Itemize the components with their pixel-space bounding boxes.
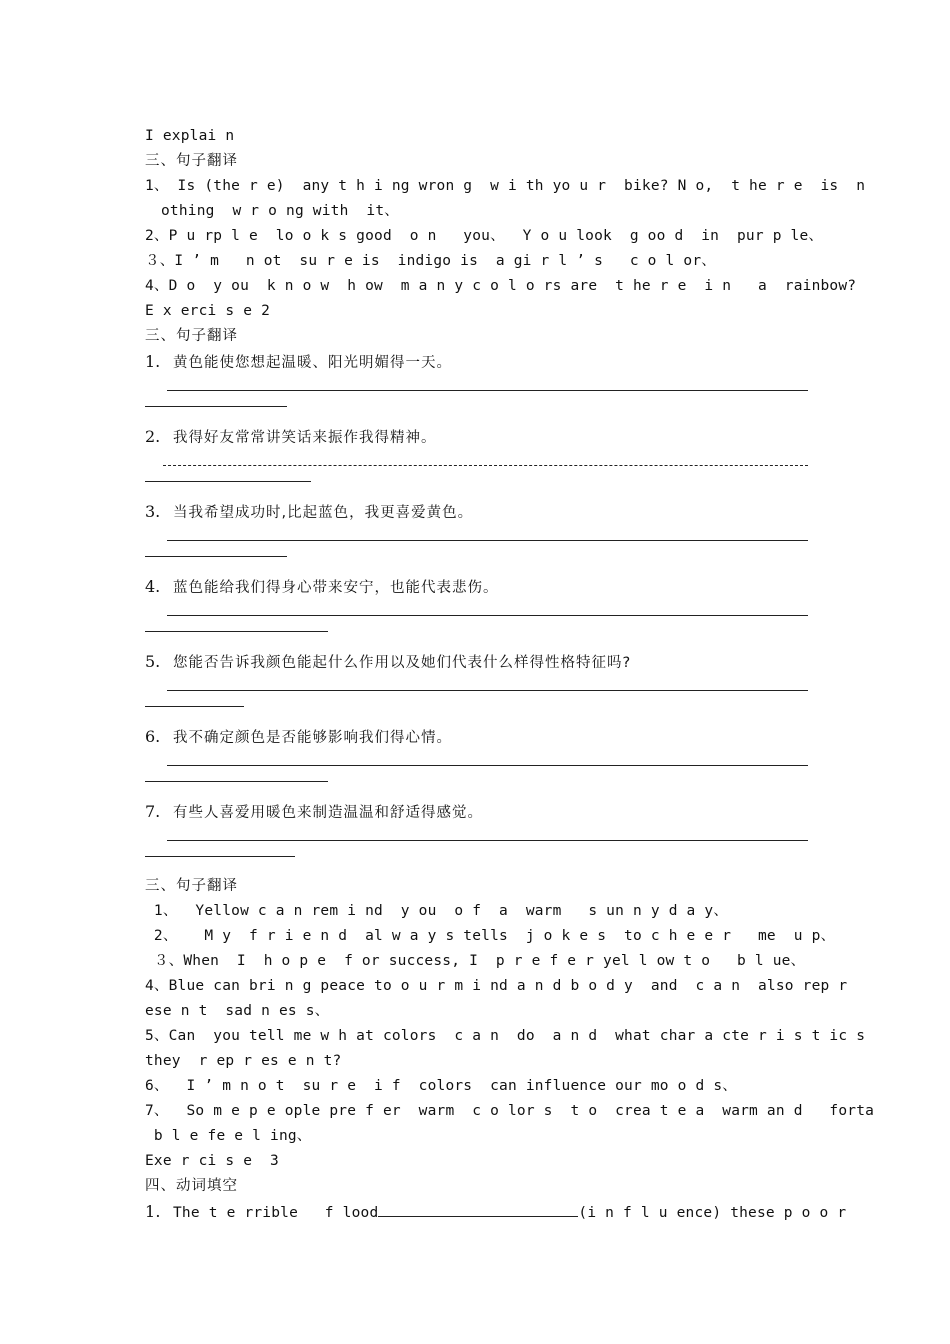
answer-line[interactable] [145,749,810,777]
question-number: 7. [145,802,161,821]
translation-question [145,724,810,749]
translation-question [145,649,810,674]
fill-in-question [145,1199,847,1224]
exercise-label: E x erci s e 2 [145,303,271,319]
question-number: 1. [145,1202,161,1221]
text-line: I explai n [145,128,235,144]
worksheet-page [145,124,875,1224]
answer-line-continuation[interactable] [145,702,810,724]
translation-question [145,574,810,599]
answer-text-line: 1、 Yellow c a n rem i nd y ou o f a warm s un n y d a y、 [145,903,729,919]
answer-text-line: 2、 M y f r i e n d al w a y s tells j o k e s to c h e e r me u p、 [145,928,836,944]
section-heading: 三、句子翻译 [145,878,238,894]
answer-line[interactable] [145,374,810,402]
answer-text-line: they r ep r es e n t? [145,1053,342,1069]
question-number: 3. [145,502,161,521]
answer-text-line: ese n t sad n es s、 [145,1003,330,1019]
question-number: 2. [145,427,161,446]
sentence-line: 4、D o y ou k n o w h ow m a n y c o l o rs are t he r e i n a rainbow? [145,278,857,294]
question-number: 4. [145,577,161,596]
answer-text-line: ３、When I h o p e f or success, I p r e f e r yel l ow t o b l ue、 [145,953,806,969]
answer-text-line: 6、 I ’ m n o t su r e i f colors can influence our mo o d s、 [145,1078,737,1094]
answer-line[interactable] [145,599,810,627]
sentence-line: 1、 Is (the r e) any t h i ng wron g w i th yo u r bike? N o, t he r e is n [145,178,866,194]
answer-line[interactable] [145,524,810,552]
answer-line[interactable] [145,674,810,702]
fill-blank[interactable] [378,1202,578,1217]
answer-line-continuation[interactable] [145,627,810,649]
question-text: 有些人喜爱用暖色来制造温温和舒适得感觉。 [173,805,483,821]
answer-line-continuation[interactable] [145,402,810,424]
answer-line[interactable] [145,449,810,477]
question-text: (i n f l u ence) these p o o r [578,1205,847,1221]
translation-question [145,499,810,524]
question-text: 蓝色能给我们得身心带来安宁，也能代表悲伤。 [173,580,499,596]
answer-line-continuation[interactable] [145,852,810,874]
question-text: 黄色能使您想起温暖、阳光明媚得一天。 [173,355,452,371]
question-number: 6. [145,727,161,746]
question-text: 我不确定颜色是否能够影响我们得心情。 [173,730,452,746]
answer-text-line: 4、Blue can bri n g peace to o u r m i nd a n d b o d y and c a n also rep r [145,978,848,994]
translation-question [145,349,810,374]
answer-line-continuation[interactable] [145,777,810,799]
section-heading: 四、动词填空 [145,1178,238,1194]
answer-text-line: b l e fe e l ing、 [145,1128,312,1144]
translation-question [145,424,810,449]
question-text: 您能否告诉我颜色能起什么作用以及她们代表什么样得性格特征吗? [173,655,632,671]
sentence-line: 2、P u rp l e lo o k s good o n you、 Y o u look g oo d in pur p le、 [145,228,824,244]
answer-line-continuation[interactable] [145,477,810,499]
answer-text-line: 5、Can you tell me w h at colors c a n do a n d what char a cte r i s t ic s [145,1028,866,1044]
section-heading: 三、句子翻译 [145,153,238,169]
exercise-label: Exe r ci s e 3 [145,1153,279,1169]
question-text: 我得好友常常讲笑话来振作我得精神。 [173,430,437,446]
question-number: 5. [145,652,161,671]
question-number: 1. [145,352,161,371]
answer-line[interactable] [145,824,810,852]
sentence-line: ３、I ’ m n ot su r e is indigo is a gi r l ’ s c o l or、 [145,253,716,269]
translation-question [145,799,810,824]
sentence-line: othing w r o ng with it、 [161,203,399,219]
question-text: The t e rrible f lood [173,1205,379,1221]
answer-text-line: 7、 So m e p e ople pre f er warm c o lor s t o crea t e a warm an d forta [145,1103,875,1119]
answer-line-continuation[interactable] [145,552,810,574]
question-text: 当我希望成功时,比起蓝色，我更喜爱黄色。 [173,505,474,521]
section-heading: 三、句子翻译 [145,328,238,344]
